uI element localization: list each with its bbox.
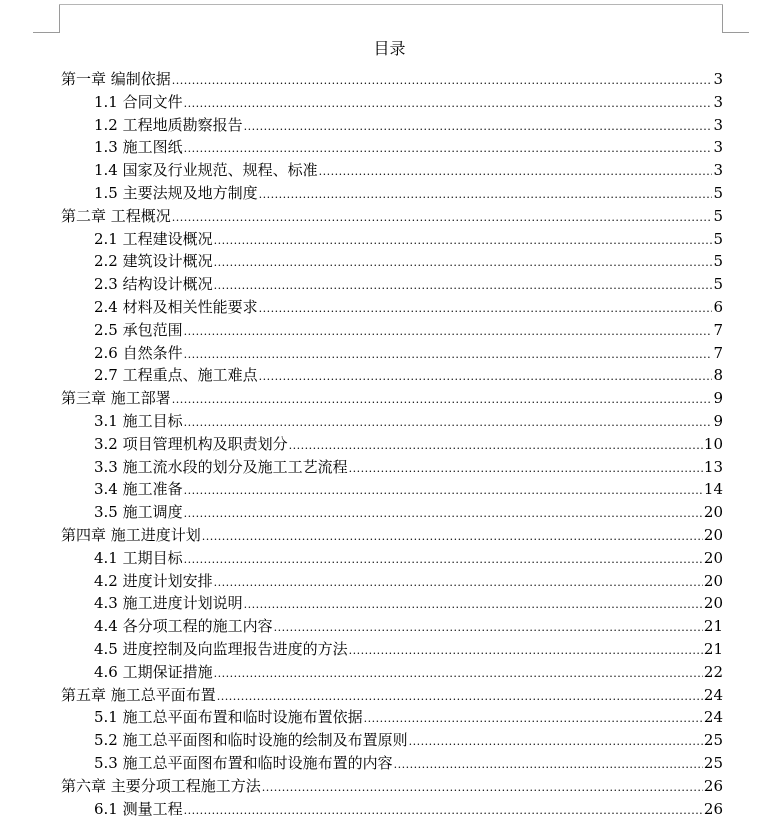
toc-entry-text: 3.2 项目管理机构及职责划分 (94, 434, 288, 453)
toc-page-number: 20 (703, 571, 723, 590)
toc-entry-text: 第六章 主要分项工程施工方法 (61, 776, 261, 795)
toc-section-entry[interactable] (94, 319, 723, 342)
toc-dot-leader (274, 617, 703, 640)
toc-page-number: 5 (713, 206, 723, 225)
toc-dot-leader (172, 389, 713, 412)
toc-section-entry[interactable] (94, 570, 723, 593)
toc-entry-text: 3.5 施工调度 (94, 503, 183, 522)
toc-page-number: 13 (703, 457, 723, 476)
toc-section-entry[interactable] (94, 91, 723, 114)
toc-dot-leader (217, 686, 703, 709)
toc-entry-text: 3.1 施工目标 (94, 412, 183, 430)
toc-page-number: 20 (703, 503, 723, 522)
toc-page-number: 21 (703, 640, 723, 658)
toc-entry-text: 4.2 进度计划安排 (94, 571, 213, 590)
toc-dot-leader (214, 275, 713, 298)
toc-dot-leader (184, 480, 703, 503)
toc-entry-text: 6.1 测量工程 (94, 799, 183, 818)
toc-page-number: 24 (703, 685, 723, 704)
toc-section-entry[interactable] (94, 729, 723, 752)
toc-section-entry[interactable] (94, 706, 723, 729)
toc-dot-leader (214, 663, 703, 686)
toc-page-number: 5 (713, 252, 723, 271)
toc-entry-text: 3.3 施工流水段的划分及施工工艺流程 (94, 457, 348, 476)
toc-entry-text: 2.6 自然条件 (94, 343, 183, 362)
toc-dot-leader (214, 230, 713, 253)
toc-entry-text: 2.1 工程建设概况 (94, 229, 213, 248)
toc-page-number: 8 (713, 366, 723, 385)
toc-section-entry[interactable] (94, 433, 723, 456)
toc-dot-leader (214, 572, 703, 595)
toc-entry-text: 第一章 编制依据 (61, 70, 171, 88)
toc-chapter-entry[interactable] (61, 524, 723, 547)
toc-dot-leader (289, 435, 703, 458)
toc-page-number: 3 (713, 92, 723, 111)
toc-entry-text: 第五章 施工总平面布置 (61, 685, 216, 704)
toc-section-entry[interactable] (94, 114, 723, 137)
toc-page-number: 9 (713, 412, 723, 430)
toc-section-entry[interactable] (94, 661, 723, 684)
toc-page-number: 10 (703, 434, 723, 453)
toc-section-entry[interactable] (94, 228, 723, 251)
toc-entry-text: 3.4 施工准备 (94, 480, 183, 499)
toc-section-entry[interactable] (94, 501, 723, 524)
toc-title: 目录 (373, 39, 406, 58)
toc-section-entry[interactable] (94, 478, 723, 501)
toc-section-entry[interactable] (94, 159, 723, 182)
crop-mark-top-left-vertical (59, 5, 60, 33)
toc-dot-leader (214, 252, 713, 275)
toc-entry-text: 5.1 施工总平面布置和临时设施布置依据 (94, 708, 363, 727)
toc-section-entry[interactable] (94, 296, 723, 319)
toc-chapter-entry[interactable] (61, 68, 723, 91)
toc-entry-text: 1.5 主要法规及地方制度 (94, 184, 258, 202)
toc-entry-text: 2.4 材料及相关性能要求 (94, 298, 258, 316)
toc-dot-leader (244, 116, 713, 139)
toc-dot-leader (349, 458, 703, 481)
toc-dot-leader (244, 594, 703, 617)
toc-page-number: 24 (703, 708, 723, 727)
toc-page-number: 3 (713, 115, 723, 134)
toc-section-entry[interactable] (94, 364, 723, 387)
toc-dot-leader (259, 366, 713, 389)
toc-section-entry[interactable] (94, 752, 723, 775)
toc-page-number: 7 (713, 343, 723, 362)
toc-entry-text: 4.4 各分项工程的施工内容 (94, 617, 273, 636)
toc-entry-text: 4.6 工期保证措施 (94, 662, 213, 681)
toc-dot-leader (394, 754, 703, 777)
toc-section-entry[interactable] (94, 638, 723, 661)
crop-mark-top-right-vertical (722, 5, 723, 33)
toc-section-entry[interactable] (94, 273, 723, 296)
toc-entry-text: 4.1 工期目标 (94, 548, 183, 567)
toc-entry-text: 2.2 建筑设计概况 (94, 252, 213, 271)
toc-dot-leader (172, 207, 713, 230)
toc-entry-text: 2.7 工程重点、施工难点 (94, 366, 258, 385)
toc-page-number: 5 (713, 275, 723, 294)
toc-section-entry[interactable] (94, 342, 723, 365)
toc-entry-text: 5.3 施工总平面图布置和临时设施布置的内容 (94, 754, 393, 772)
toc-section-entry[interactable] (94, 615, 723, 638)
toc-section-entry[interactable] (94, 798, 723, 821)
toc-entry-text: 1.2 工程地质勘察报告 (94, 115, 243, 134)
toc-dot-leader (184, 800, 703, 822)
toc-page-number: 6 (713, 298, 723, 316)
toc-dot-leader (184, 503, 703, 526)
toc-dot-leader (184, 549, 703, 572)
toc-page-number: 26 (703, 776, 723, 795)
toc-page-number: 26 (703, 799, 723, 818)
toc-section-entry[interactable] (94, 456, 723, 479)
toc-page-number: 5 (713, 229, 723, 248)
toc-chapter-entry[interactable] (61, 387, 723, 410)
toc-dot-leader (319, 161, 713, 184)
toc-dot-leader (184, 344, 713, 367)
toc-entry-text: 4.3 施工进度计划说明 (94, 594, 243, 613)
toc-entry-text: 1.4 国家及行业规范、规程、标准 (94, 161, 318, 180)
toc-entry-text: 4.5 进度控制及向监理报告进度的方法 (94, 640, 348, 658)
toc-entry-text: 5.2 施工总平面图和临时设施的绘制及布置原则 (94, 731, 408, 750)
toc-dot-leader (262, 777, 703, 800)
toc-dot-leader (184, 138, 713, 161)
toc-page-number: 7 (713, 320, 723, 339)
toc-entry-text: 1.1 合同文件 (94, 92, 183, 111)
toc-entry-text: 第二章 工程概况 (61, 206, 171, 225)
toc-page-number: 20 (703, 548, 723, 567)
toc-dot-leader (172, 70, 713, 93)
toc-dot-leader (349, 640, 703, 663)
crop-mark-top-left (33, 32, 60, 33)
toc-chapter-entry[interactable] (61, 775, 723, 798)
toc-section-entry[interactable] (94, 410, 723, 433)
toc-dot-leader (184, 412, 713, 435)
toc-section-entry[interactable] (94, 592, 723, 615)
toc-entry-text: 2.3 结构设计概况 (94, 275, 213, 294)
page-top-border (59, 4, 723, 5)
toc-page-number: 3 (713, 161, 723, 180)
toc-page-number: 22 (703, 662, 723, 681)
toc-dot-leader (364, 708, 703, 731)
toc-page-number: 9 (713, 389, 723, 408)
toc-entry-text: 1.3 施工图纸 (94, 138, 183, 157)
toc-dot-leader (259, 298, 713, 321)
toc-page-number: 20 (703, 594, 723, 613)
toc-dot-leader (184, 93, 713, 116)
toc-entry-text: 2.5 承包范围 (94, 320, 183, 339)
toc-page-number: 21 (703, 617, 723, 636)
toc-page-number: 20 (703, 526, 723, 544)
toc-section-entry[interactable] (94, 182, 723, 205)
toc-section-entry[interactable] (94, 136, 723, 159)
toc-dot-leader (184, 321, 713, 344)
toc-entry-text: 第三章 施工部署 (61, 389, 171, 408)
toc-chapter-entry[interactable] (61, 684, 723, 707)
toc-page-number: 3 (713, 138, 723, 157)
toc-dot-leader (259, 184, 713, 207)
toc-dot-leader (409, 731, 703, 754)
toc-page-number: 25 (703, 731, 723, 750)
toc-section-entry[interactable] (94, 547, 723, 570)
toc-entry-text: 第四章 施工进度计划 (61, 526, 201, 544)
toc-page-number: 5 (713, 184, 723, 202)
toc-page-number: 25 (703, 754, 723, 772)
toc-page-number: 3 (713, 70, 723, 88)
crop-mark-top-right (722, 32, 749, 33)
toc-page-number: 14 (703, 480, 723, 499)
toc-section-entry[interactable] (94, 250, 723, 273)
toc-dot-leader (202, 526, 703, 549)
toc-chapter-entry[interactable] (61, 205, 723, 228)
